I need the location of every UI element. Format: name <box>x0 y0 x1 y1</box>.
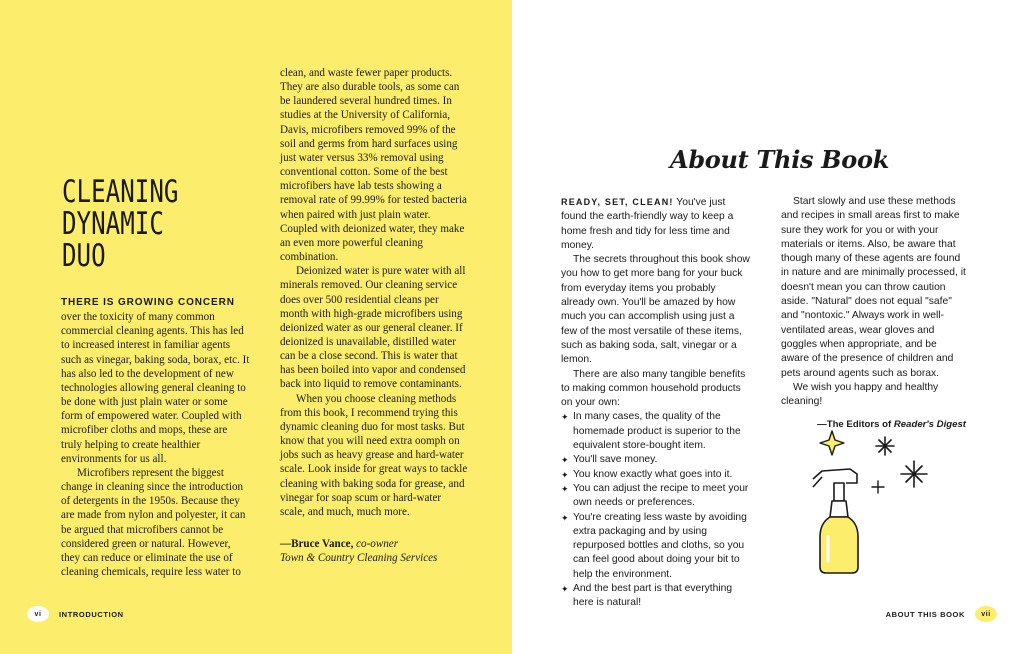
list-item: ✦ In many cases, the quality of the homemade product is superior to the equivalent store-bought item. <box>561 410 751 453</box>
footer-right <box>886 606 997 622</box>
intro-paragraph-4: Deionized water is pure water with all minerals removed. Our cleaning service does over 500 residential cleans per month with high-grade microfibers using deionized water as our general cleaner. If deionized is unavailable, distilled water can be a close second. This is water that has been boiled into vapor and condensed back into liquid to remove contaminants. <box>280 265 466 391</box>
page-number-left: vi <box>27 606 49 622</box>
about-paragraph-2: The secrets throughout this book show you how to get more bang for your buck from everyday items you probably already own. You'll be amazed by how much you can accomplish using just a few of the most versatile of these items, such as baking soda, salt, vinegar or a lemon. <box>561 254 750 366</box>
lead-in: THERE IS GROWING CONCERN <box>61 297 235 308</box>
intro-column-2 <box>280 66 468 565</box>
benefits-list <box>561 410 751 610</box>
footer-left <box>27 606 124 622</box>
list-item: ✦ You're creating less waste by avoiding extra packaging and by using repurposed bottles and cloths, so you can feel good about doing your bit to help the environment. <box>561 511 751 582</box>
editors-publication: Reader's Digest <box>893 419 966 431</box>
about-column-2 <box>781 195 966 433</box>
list-item: ✦ You can adjust the recipe to meet your own needs or preferences. <box>561 482 751 511</box>
about-paragraph-1-text: You've just found the earth-friendly way to keep a home fresh and tidy for less time and money. <box>561 197 734 251</box>
section-title: About This Book <box>670 145 890 174</box>
about-paragraph-1 <box>561 195 751 253</box>
title-line-1: CLEANING <box>62 174 179 210</box>
signature-company: Town & Country Cleaning Services <box>280 552 438 565</box>
sparkle-icon <box>872 481 884 493</box>
sparkle-icon <box>876 437 894 455</box>
title-line-2: DYNAMIC <box>62 206 164 242</box>
editors-prefix: —The Editors of <box>817 419 894 431</box>
about-paragraph-5: We wish you happy and healthy cleaning! <box>781 381 939 408</box>
about-paragraph-3: There are also many tangible benefits to making common household products on your own: <box>561 368 746 409</box>
signature-role: co-owner <box>353 538 399 550</box>
chapter-title <box>62 176 210 272</box>
about-column-1 <box>561 195 751 611</box>
page-number-right: vii <box>975 606 997 622</box>
intro-paragraph-1 <box>61 295 251 466</box>
running-footer-right: ABOUT THIS BOOK <box>885 609 965 619</box>
list-item: ✦ You know exactly what goes into it. <box>561 468 751 482</box>
signature-name: —Bruce Vance, <box>280 538 354 550</box>
list-item: ✦ And the best part is that everything here is natural! <box>561 582 751 611</box>
about-lead-in: READY, SET, CLEAN! <box>561 197 674 207</box>
sparkle-icon <box>820 431 844 455</box>
running-footer-left: INTRODUCTION <box>59 609 124 619</box>
intro-paragraph-3: clean, and waste fewer paper products. They are also durable tools, as some can be laundered several hundred times. In studies at the University of California, Davis, microfibers removed 99% of the soil and germs from hard surfaces using just water versus 33% removal using conventional cotton. Some of the best microfibers have lab tests showing a removal rate of 99.99% for tested bacteria when paired with just plain water. Coupled with deionized water, they make an even more powerful cleaning combination. <box>280 67 467 264</box>
intro-paragraph-2: Microfibers represent the biggest change in cleaning since the introduction of detergents in the 1950s. Because they are made from nylon and polyester, it can be argued that microfibers cannot be considered green or natural. However, they can reduce or eliminate the use of cleaning chemicals, require less water to <box>61 466 246 578</box>
spray-bottle-illustration <box>810 425 940 575</box>
title-line-3: DUO <box>62 238 106 274</box>
list-item: ✦ You'll save money. <box>561 453 751 467</box>
about-paragraph-4: Start slowly and use these methods and recipes in small areas first to make sure they work for you or with your materials or items. Also, be aware that though many of these agents are found in nature and are minimally processed, it doesn't mean you can throw caution aside. "Natural" does not equal "safe" and "nontoxic." Always work in well-ventilated areas, wear gloves and goggles when appropriate, and be aware of the presence of children and pets around agents such as borax. <box>781 196 966 379</box>
signature <box>280 537 468 565</box>
intro-column-1 <box>61 295 251 579</box>
sparkle-icon <box>901 461 927 487</box>
intro-paragraph-1-text: over the toxicity of many common commercial cleaning agents. This has led to increased interest in familiar agents such as vinegar, baking soda, borax, etc. It has also led to the development of new technologies allowing general cleaning to be done with just plain water or some form of empowered water. Coupled with microfiber cloths and mops, these are truly helping to create healthier environments for us all. <box>61 311 250 465</box>
spray-bottle-icon <box>813 469 858 573</box>
intro-paragraph-5: When you choose cleaning methods from this book, I recommend trying this dynamic cleaning duo for most tasks. But know that you will need extra oomph on jobs such as heavy grease and hard-water scale. Look inside for great ways to tackle cleaning with baking soda for grease, and vinegar for soap scum or hard-water scale, and much, much more. <box>280 392 468 518</box>
